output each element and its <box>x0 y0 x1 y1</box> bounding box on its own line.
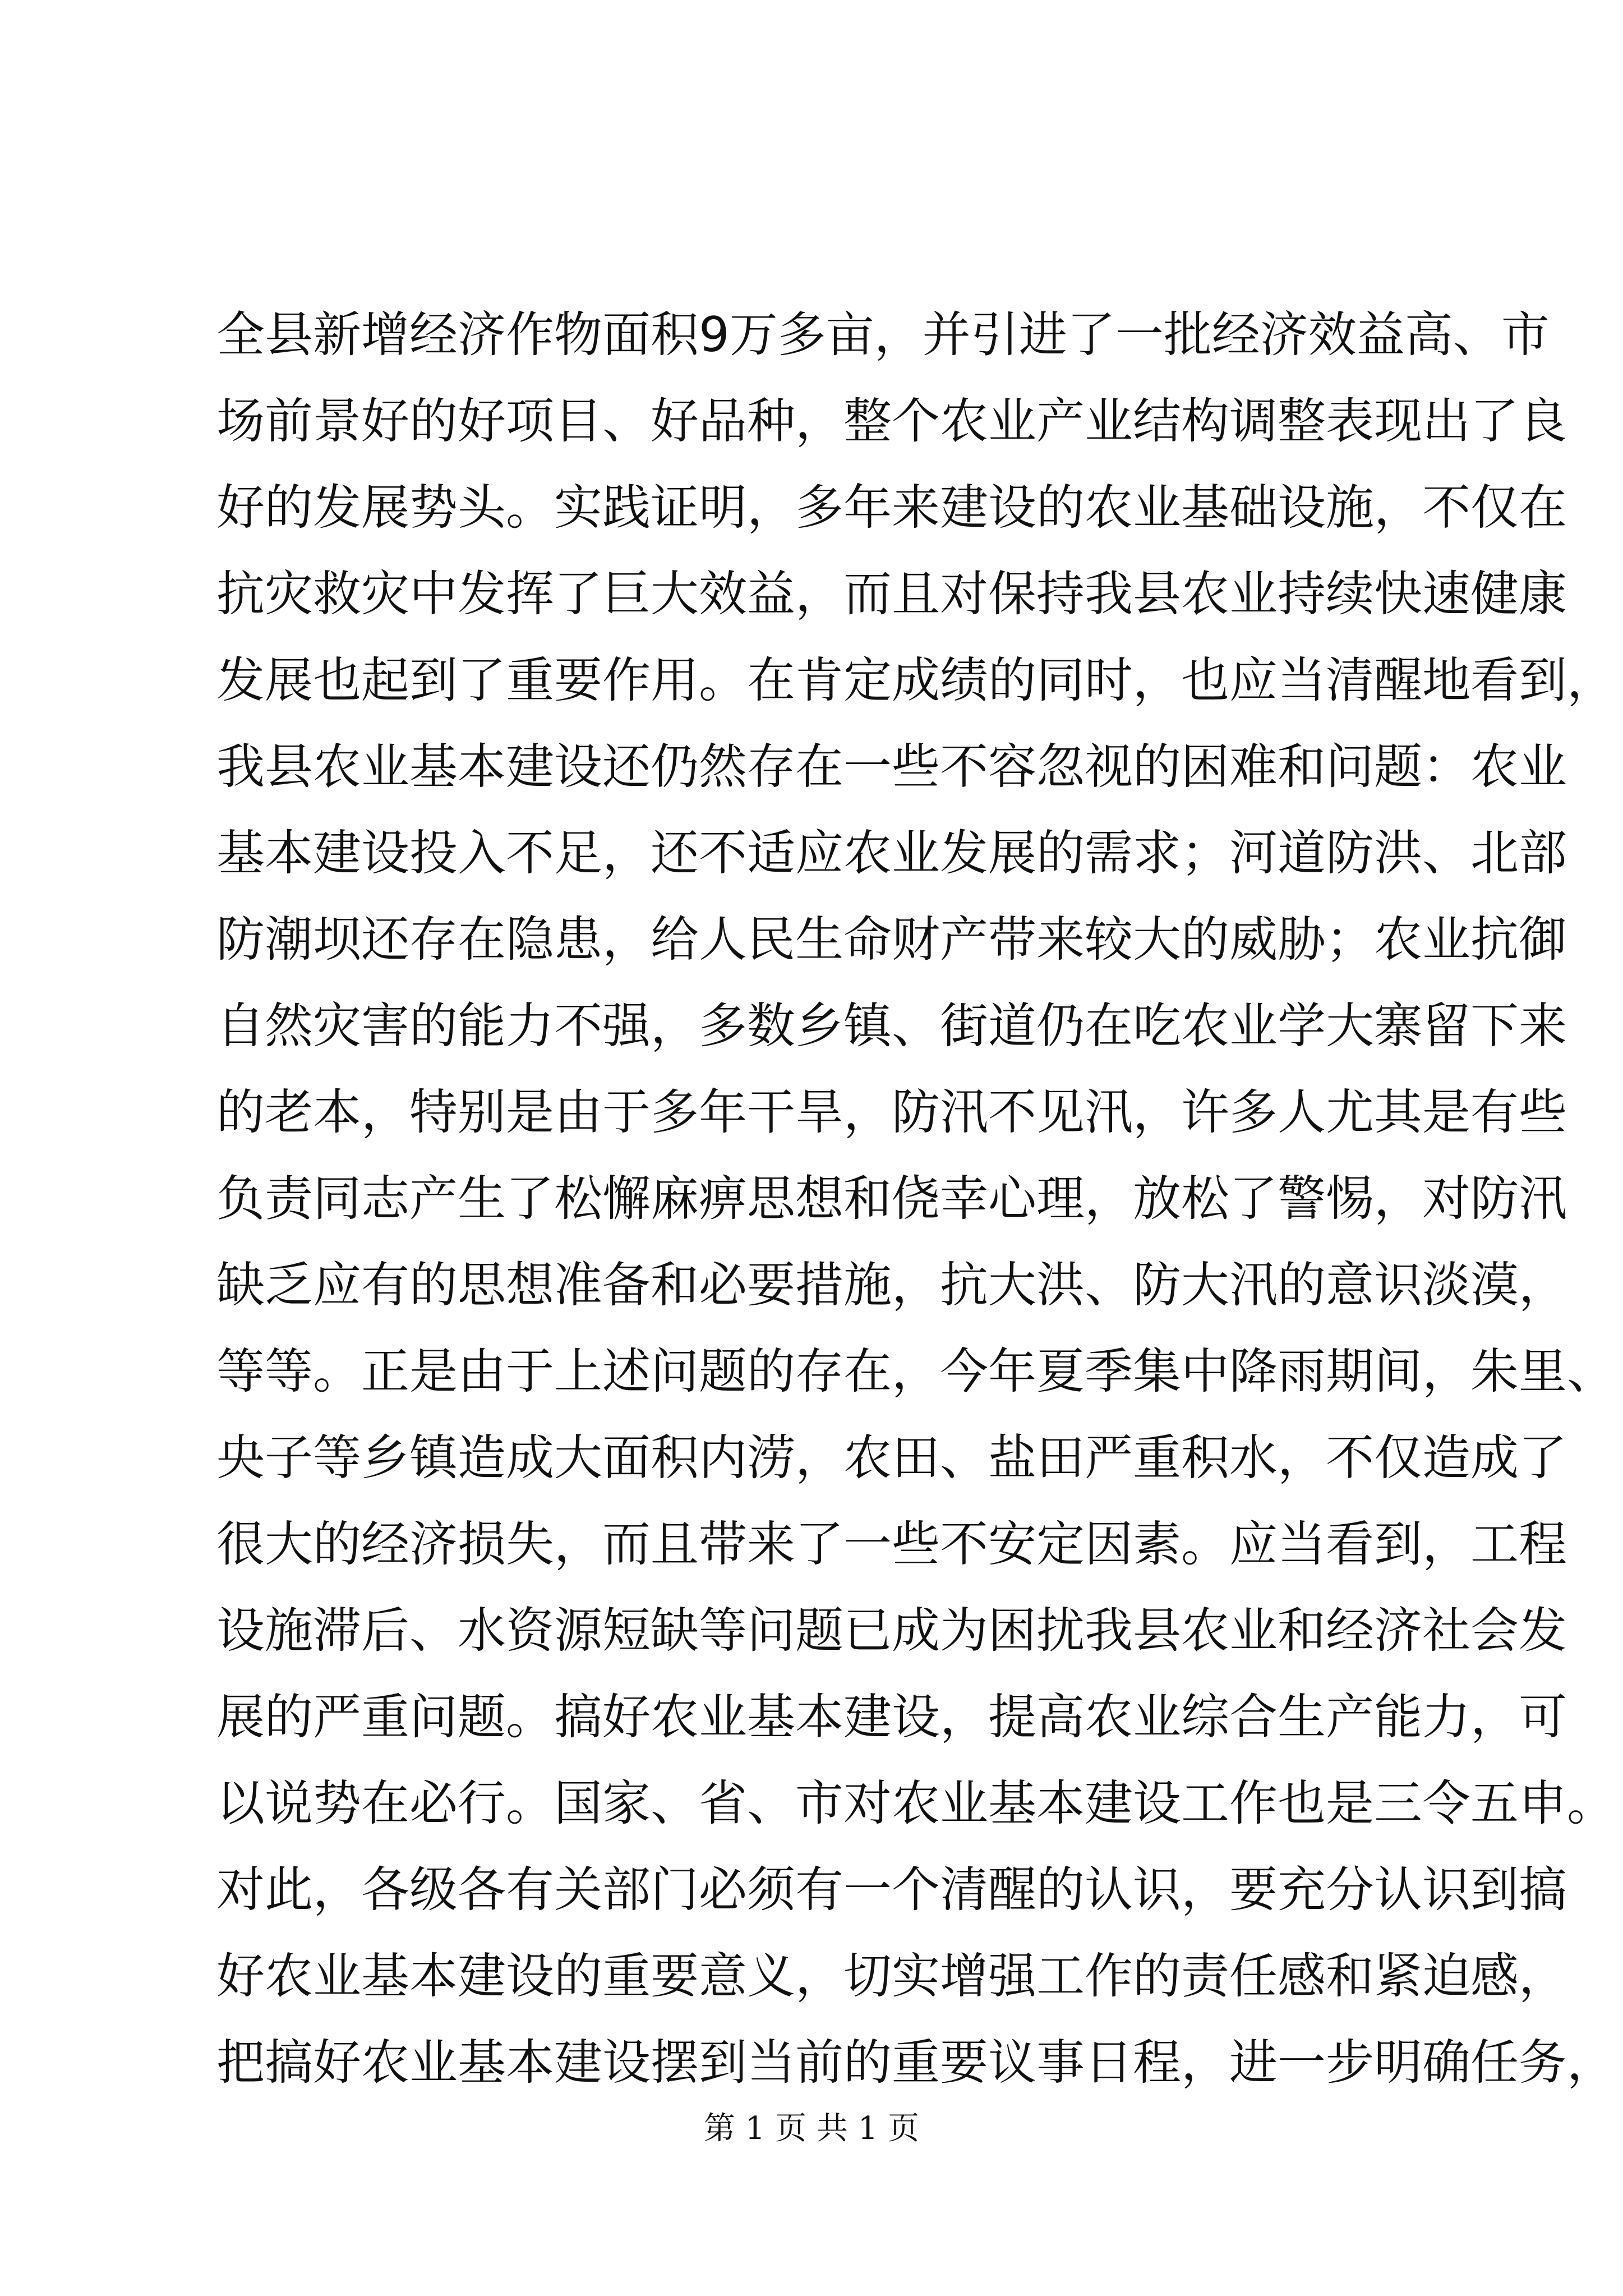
text-line: 把搞好农业基本建设摆到当前的重要议事日程，进一步明确任务， <box>216 2035 1615 2091</box>
text-line: 抗灾救灾中发挥了巨大效益，而且对保持我县农业持续快速健康 <box>216 566 1567 622</box>
text-line: 设施滞后、水资源短缺等问题已成为困扰我县农业和经济社会发 <box>216 1603 1567 1659</box>
text-line: 好农业基本建设的重要意义，切实增强工作的责任感和紧迫感， <box>216 1948 1567 2004</box>
text-line: 我县农业基本建设还仍然存在一些不容忽视的困难和问题：农业 <box>216 739 1567 795</box>
page-footer <box>0 2109 1623 2148</box>
text-line: 发展也起到了重要作用。在肯定成绩的同时，也应当清醒地看到， <box>216 652 1615 708</box>
text-line: 好的发展势头。实践证明，多年来建设的农业基础设施，不仅在 <box>216 480 1567 536</box>
text-line: 自然灾害的能力不强，多数乡镇、街道仍在吃农业学大寨留下来 <box>216 998 1567 1054</box>
text-line: 央子等乡镇造成大面积内涝，农田、盐田严重积水，不仅造成了 <box>216 1430 1567 1486</box>
text-line: 以说势在必行。国家、省、市对农业基本建设工作也是三令五申。 <box>216 1775 1615 1832</box>
page-number: 第 1 页 共 1 页 <box>703 2110 920 2147</box>
text-line: 基本建设投入不足，还不适应农业发展的需求；河道防洪、北部 <box>216 825 1567 881</box>
text-line: 对此，各级各有关部门必须有一个清醒的认识，要充分认识到搞 <box>216 1862 1567 1918</box>
text-line: 缺乏应有的思想准备和必要措施，抗大洪、防大汛的意识淡漠， <box>216 1257 1567 1313</box>
text-line: 的老本，特别是由于多年干旱，防汛不见汛，许多人尤其是有些 <box>216 1084 1567 1140</box>
body-paragraph <box>216 292 1615 2106</box>
text-line: 防潮坝还存在隐患，给人民生命财产带来较大的威胁；农业抗御 <box>216 912 1567 968</box>
text-line: 很大的经济损失，而且带来了一些不安定因素。应当看到，工程 <box>216 1516 1567 1572</box>
text-line: 展的严重问题。搞好农业基本建设，提高农业综合生产能力，可 <box>216 1689 1567 1745</box>
text-line: 负责同志产生了松懈麻痹思想和侥幸心理，放松了警惕，对防汛 <box>216 1171 1567 1227</box>
text-line: 等等。正是由于上述问题的存在，今年夏季集中降雨期间，朱里、 <box>216 1343 1615 1400</box>
text-line: 全县新增经济作物面积9万多亩，并引进了一批经济效益高、市 <box>216 307 1550 363</box>
text-line: 场前景好的好项目、好品种，整个农业产业结构调整表现出了良 <box>216 393 1567 449</box>
